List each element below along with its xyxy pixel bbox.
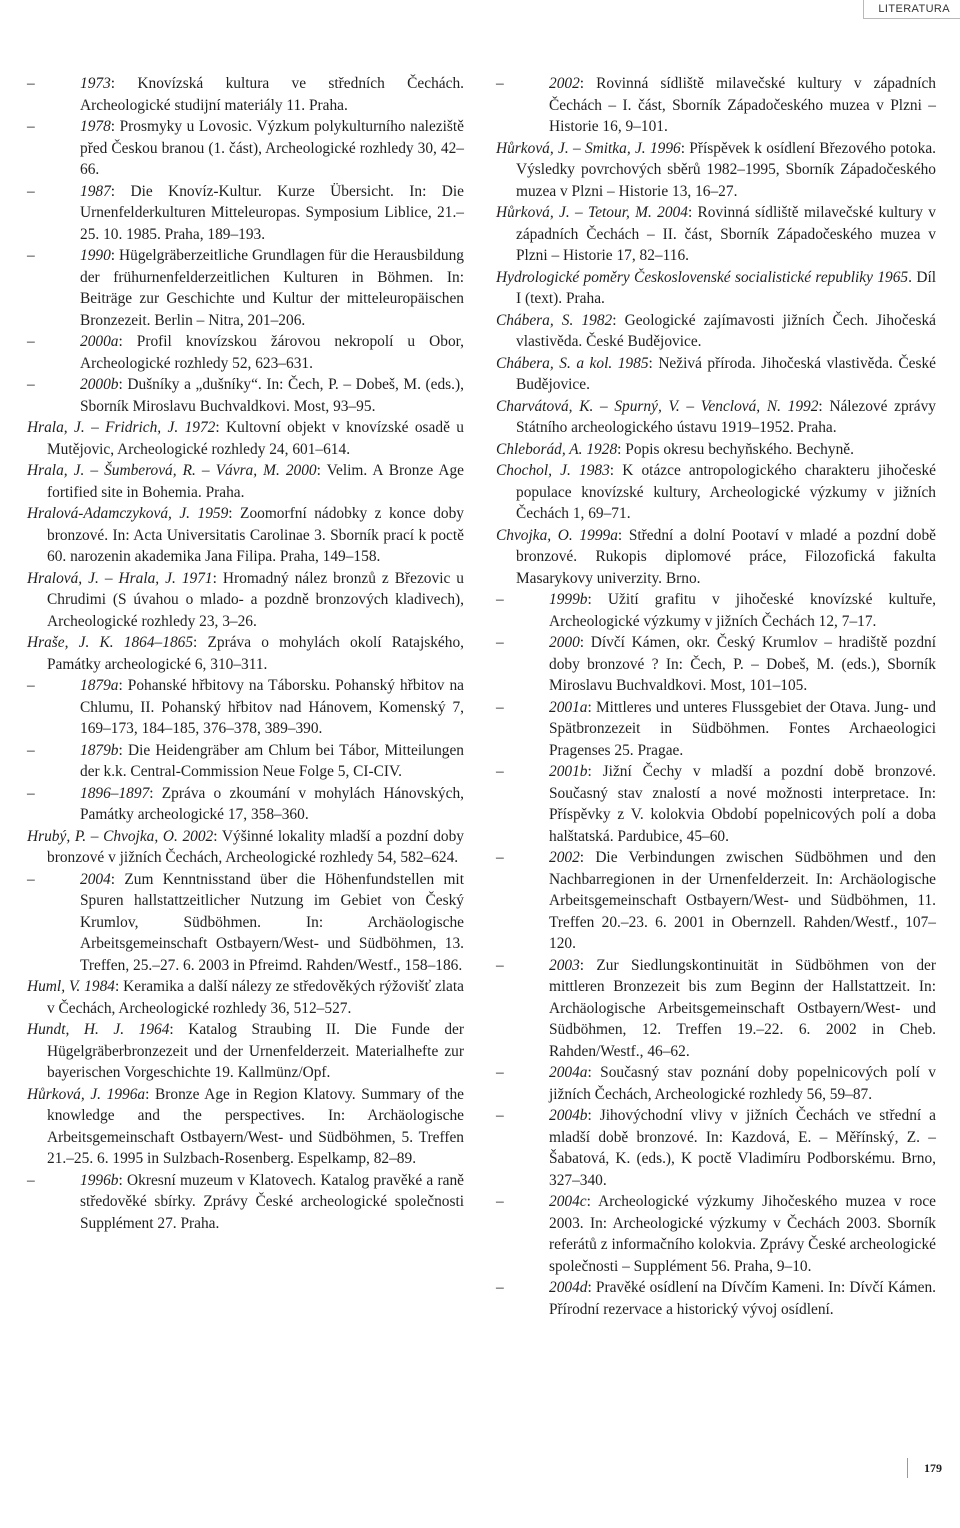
entry-year: 2001a [549,698,588,716]
entry-year: 2004d [549,1279,588,1296]
bibliography-entry [27,632,464,675]
entry-citation: : Zpráva o zkoumání v mohylách Hánovských, Památky archeologické 17, 358–360. [80,784,464,823]
entry-citation: : Rovinná sídliště milavečské kultury v západních Čechách – I. část, Sborník Západočeského muzea v Plzni – Historie 16, 9–101. [549,75,936,135]
entry-year: 1996a [106,1085,146,1103]
bibliography-entry [27,826,464,869]
repeat-author-dash: – [27,677,35,694]
bibliography-entry [496,73,936,138]
entry-author: Hůrková, J. – Smitka, J. [496,139,650,157]
entry-citation: : Užití grafitu v jihočeské knovízské kultuře, Archeologické výzkumy v jižních Čechách 12, 7–17. [549,591,936,630]
bibliography-entry [27,417,464,460]
entry-year: 2004a [549,1064,588,1081]
entry-author: Hůrková, J. [27,1085,107,1103]
repeat-author-dash: – [496,763,504,780]
entry-author: Chábera, S. [496,311,582,329]
entry-author: Chábera, S. a kol. [496,354,618,372]
entry-year: 2002 [549,75,580,92]
repeat-author-dash: – [496,75,504,92]
entry-citation: : Kultovní objekt v knovízské osadě u Mutějovic, Archeologické rozhledy 24, 601–614. [47,419,464,458]
entry-year: 2000b [80,376,119,393]
bibliography-entry [496,202,936,267]
bibliography-entry [27,568,464,633]
entry-citation: : Dívčí Kámen, okr. Český Krumlov – hradiště pozdní doby bronzové ? In: Čech, P. – Dobeš, M. (eds.), Sborník Miroslavu Buchvaldkovi. Most, 101–105. [549,634,936,694]
entry-year: 2004c [549,1193,587,1210]
entry-citation: : Knovízská kultura ve středních Čechách. Archeologické studijní materiály 11. Praha. [80,75,464,114]
entry-citation: : Prosmyky u Lovosic. Výzkum polykulturního naleziště před Českou branou (1. část), Archeologické rozhledy 30, 42–66. [80,118,464,178]
entry-year: 1879b [80,741,119,759]
entry-year: 2004 [80,870,111,888]
repeat-author-dash: – [496,1193,504,1210]
entry-author: Hralová-Adamczyková, J. [27,505,198,522]
bibliography-entry [27,245,464,331]
repeat-author-dash: – [27,1171,35,1189]
entry-citation: : Zum Kenntnisstand über die Höhenfundstellen mit Spuren hallstattzeitlicher Nutzung im Gebiet von Český Krumlov, Südböhmen. In: Archäologische Arbeitsgemeinschaft Ostbayern/West- und Südböhmen, 13. Treffen, 25.–27. 6. 2003 in Pfreimd. Rahden/Westf., 158–186. [80,870,464,974]
entry-citation: : Die Knovíz-Kultur. Kurze Übersicht. In: Die Urnenfelderkulturen Mitteleuropas. Symposium Liblice, 21.–25. 10. 1985. Praha, 189–193. [80,182,464,243]
entry-year: 1985 [617,354,649,372]
entry-citation: : Geologické zajímavosti jižních Čech. Jihočeská vlastivěda. České Budějovice. [516,311,936,350]
repeat-author-dash: – [27,118,35,135]
entry-author: Hydrologické poměry Československé socialistické republiky [496,268,878,286]
bibliography-entry [496,353,936,396]
bibliography-entry [496,267,936,310]
repeat-author-dash: – [27,182,35,200]
bibliography-entry [496,1105,936,1191]
entry-citation: : Mittleres und unteres Flussgebiet der Otava. Jung- und Spätbronzezeit in Südböhmen. Fontes Archaeologici Pragenses 25. Pragae. [549,698,936,759]
entry-author: Hrala, J. – Fridrich, J. [27,419,185,436]
entry-author: Huml, V. [27,978,85,995]
entry-year: 2002 [182,827,214,845]
bibliography-entry [27,73,464,116]
entry-year: 1990 [80,247,111,264]
entry-year: 1987 [80,182,111,200]
repeat-author-dash: – [27,75,35,92]
entry-year: 1972 [184,419,216,436]
entry-citation: : Pohanské hřbitovy na Táborsku. Pohanský hřbitov na Chlumu, II. Pohanský hřbitov nad Hánovem, Komenský 7, 169–173, 184–185, 376–378, 389–390. [80,677,464,737]
bibliography-entry [27,869,464,977]
entry-citation: : Profil knovízskou žárovou nekropolí u Obor, Archeologické rozhledy 52, 623–631. [80,333,464,372]
entry-year: 1996 [649,139,681,157]
entry-author: Hraše, J. K. [27,634,124,651]
entry-year: 2004 [657,204,688,221]
bibliography-entry [496,955,936,1063]
entry-year: 1971 [181,569,213,587]
bibliography-entry [496,697,936,762]
entry-author: Chochol, J. [496,462,579,479]
bibliography-entry [496,847,936,955]
entry-author: Chleborád, A. [496,440,587,458]
entry-author: Hrala, J. – Šumberová, R. – Vávra, M. [27,462,286,479]
bibliography-entry [496,1062,936,1105]
bibliography-entry [27,1084,464,1170]
repeat-author-dash: – [27,376,35,393]
entry-citation: : Příspěvek k osídlení Březového potoka. Výsledky povrchových sběrů 1982–1995, Sborník Západočeského muzea v Plzni – Historie 13, 16–27. [516,139,936,200]
repeat-author-dash: – [27,870,35,888]
entry-year: 1996b [80,1171,119,1189]
entry-year: 1965 [877,268,909,286]
entry-year: 2003 [549,956,580,974]
page-number: 179 [907,1458,942,1478]
bibliography-entry [27,740,464,783]
entry-citation: : Popis okresu bechyňského. Bechyně. [617,440,854,458]
entry-citation: : Archeologické výzkumy Jihočeského muzea v roce 2003. In: Archeologické výzkumy v Čechách 2003. Sborník referátů z informačního kolokvia. Zprávy České archeologické společnosti – Supplément 56. Praha, 9–10. [549,1193,936,1275]
entry-citation: : Okresní muzeum v Klatovech. Katalog pravěké a raně středověké sbírky. Zprávy České archeologické společnosti Supplément 27. Praha. [80,1171,464,1232]
bibliography-entry [496,138,936,203]
repeat-author-dash: – [496,591,504,608]
entry-citation: : Zpráva o mohylách okolí Ratajského, Památky archeologické 6, 310–311. [47,634,464,673]
entry-citation: : Die Heidengräber am Chlum bei Tábor, Mitteilungen der k.k. Central-Commission Neue Folge 5, CI-CIV. [80,741,464,780]
entry-citation: : Výšinné lokality mladší a pozdní doby bronzové v jižních Čechách, Archeologické rozhledy 54, 582–624. [47,827,464,866]
entry-citation: : Die Verbindungen zwischen Südböhmen und den Nachbarregionen in der Urnenfelderzeit. In: Archäologische Arbeitsgemeinschaft Ostbayern/West- und Südböhmen, 11. Treffen 20.–23. 6. 2001 in Obernzell. Rahden/Westf., 107–120. [549,849,936,952]
entry-year: 2000a [80,333,119,350]
entry-year: 1896–1897 [80,784,150,802]
entry-citation: : K otázce antropologického charakteru jihočeské populace knovízské kultury, Archeologické výzkumy v jižních Čechách 1, 69–71. [516,462,936,522]
entry-citation: : Dušníky a „dušníky“. In: Čech, P. – Dobeš, M. (eds.), Sborník Miroslavu Buchvaldkovi. Most, 93–95. [80,376,464,415]
repeat-author-dash: – [27,784,35,802]
bibliography-entry [496,761,936,847]
entry-citation: : Jižní Čechy v mladší a pozdní době bronzové. Současný stav znalostí a nové možnosti interpretace. In: Příspěvky z V. kolokvia Období popelnicových polí a doba halštatská. Pardubice, 45–60. [549,763,936,845]
entry-citation: . Díl I (text). Praha. [516,268,936,307]
bibliography-entry [496,525,936,590]
bibliography-entry [496,310,936,353]
bibliography-entry [496,396,936,439]
entry-citation: : Hügelgräberzeitliche Grundlagen für die Herausbildung der frühurnenfelderzeitlichen Kulturen in Böhmen. In: Beiträge zur Geschichte und Kultur der mitteleuropäischen Bronzezeit. Berlin – Nitra, 201–206. [80,247,464,329]
entry-citation: : Zur Siedlungskontinuität in Südböhmen von der mittleren Bronzezeit bis zum Beginn der Hallstattzeit. In: Archäologische Arbeitsgemeinschaft Ostbayern/West- und Südböhmen, 12. Treffen 19.–22. 6. 2002 in Cheb. Rahden/Westf., 46–62. [549,956,936,1060]
bibliography-entry [27,181,464,246]
entry-citation: : Jihovýchodní vlivy v jižních Čechách ve střední a mladší době bronzové. In: Kazdová, E. – Měřínský, Z. – Šabatová, K. (eds.), K poctě Vladimíru Podborskému. Brno, 327–340. [549,1107,936,1189]
bibliography-entry [27,783,464,826]
entry-year: 2001b [549,763,588,780]
repeat-author-dash: – [496,956,504,974]
bibliography-entry [496,460,936,525]
bibliography-entry [27,1170,464,1235]
entry-author: Charvátová, K. – Spurný, V. – Venclová, N. [496,397,788,415]
bibliography-column-left [27,73,464,1234]
repeat-author-dash: – [27,247,35,264]
entry-year: 1982 [581,311,613,329]
entry-citation: : Rovinná sídliště milavečské kultury v západních Čechách – II. část, Sborník Západočeského muzea v Plzni – Historie 17, 82–116. [516,204,936,264]
entry-year: 1999a [579,526,618,544]
entry-year: 1992 [787,397,819,415]
bibliography-entry [496,589,936,632]
entry-year: 2002 [549,849,580,866]
entry-year: 2000 [285,462,317,479]
entry-year: 2000 [549,634,580,651]
bibliography-entry [27,116,464,181]
entry-author: Hůrková, J. – Tetour, M. [496,204,658,221]
entry-citation: : Pravěké osídlení na Dívčím Kameni. In: Dívčí Kámen. Přírodní rezervace a historický vývoj osídlení. [549,1279,936,1318]
repeat-author-dash: – [496,1107,504,1124]
entry-citation: : Současný stav poznání doby popelnicových polí v jižních Čechách, Archeologické rozhledy 56, 59–87. [549,1064,936,1103]
entry-year: 1999b [549,591,588,608]
bibliography-entry [496,1191,936,1277]
bibliography-column-right [496,73,936,1320]
entry-author: Hundt, H. J. [27,1021,139,1038]
running-head: LITERATURA [863,0,960,19]
entry-year: 1973 [80,75,111,92]
repeat-author-dash: – [496,698,504,716]
bibliography-entry [496,1277,936,1320]
bibliography-entry [27,503,464,568]
bibliography-entry [27,331,464,374]
bibliography-entry [27,374,464,417]
entry-year: 2004b [549,1107,588,1124]
entry-year: 1879a [80,677,119,694]
entry-year: 1864–1865 [123,634,194,651]
entry-citation: : Bronze Age in Region Klatovy. Summary of the knowledge and the perspectives. In: Archäologische Arbeitsgemeinschaft Ostbayern/West- und Südböhmen, 5. Treffen 21.–25. 6. 1995 in Sulzbach-Rosenberg. Espelkamp, 82–89. [47,1085,464,1167]
entry-citation: : Zoomorfní nádobky z konce doby bronzové. In: Acta Universitatis Carolinae 3. Sborník prací k poctě 60. narozenin akademika Jana Filipa. Praha, 149–158. [47,505,464,565]
bibliography-entry [27,976,464,1019]
bibliography-entry [496,632,936,697]
bibliography-entry [496,439,936,461]
entry-citation: : Střední a dolní Pootaví v mladé a pozdní době bronzové. Rukopis diplomové práce, Filozofická fakulta Masarykovy univerzity. Brno. [516,526,936,587]
repeat-author-dash: – [496,1279,504,1296]
bibliography-entry [27,675,464,740]
repeat-author-dash: – [496,849,504,866]
entry-citation: : Nálezové zprávy Státního archeologického ústavu 1919–1952. Praha. [516,397,937,436]
entry-year: 1983 [579,462,610,479]
repeat-author-dash: – [27,741,35,759]
entry-year: 1959 [197,505,229,522]
repeat-author-dash: – [27,333,35,350]
entry-citation: : Neživá příroda. Jihočeská vlastivěda. České Budějovice. [516,354,937,393]
bibliography-entry [27,1019,464,1084]
entry-citation: : Velim. A Bronze Age fortified site in Bohemia. Praha. [47,462,464,501]
entry-citation: : Hromadný nález bronzů z Březovic u Chrudimi (S úvahou o mlado- a pozdně bronzových kladivech), Archeologické rozhledy 23, 3–26. [47,569,464,630]
entry-year: 1928 [586,440,618,458]
entry-citation: : Katalog Straubing II. Die Funde der Hügelgräberbronzezeit und der Urnenfelderzeit. Materialhefte zur bayerischen Vorgeschichte 19. Kallmünz/Opf. [47,1021,464,1081]
entry-author: Hrubý, P. – Chvojka, O. [27,827,183,845]
entry-author: Chvojka, O. [496,526,580,544]
repeat-author-dash: – [496,634,504,651]
entry-citation: : Keramika a další nálezy ze středověkých rýžovišť zlata v Čechách, Archeologické rozhledy 36, 512–527. [47,978,464,1017]
entry-year: 1978 [80,118,111,135]
bibliography-entry [27,460,464,503]
repeat-author-dash: – [496,1064,504,1081]
entry-year: 1964 [138,1021,170,1038]
entry-year: 1984 [84,978,115,995]
entry-author: Hralová, J. – Hrala, J. [27,569,182,587]
